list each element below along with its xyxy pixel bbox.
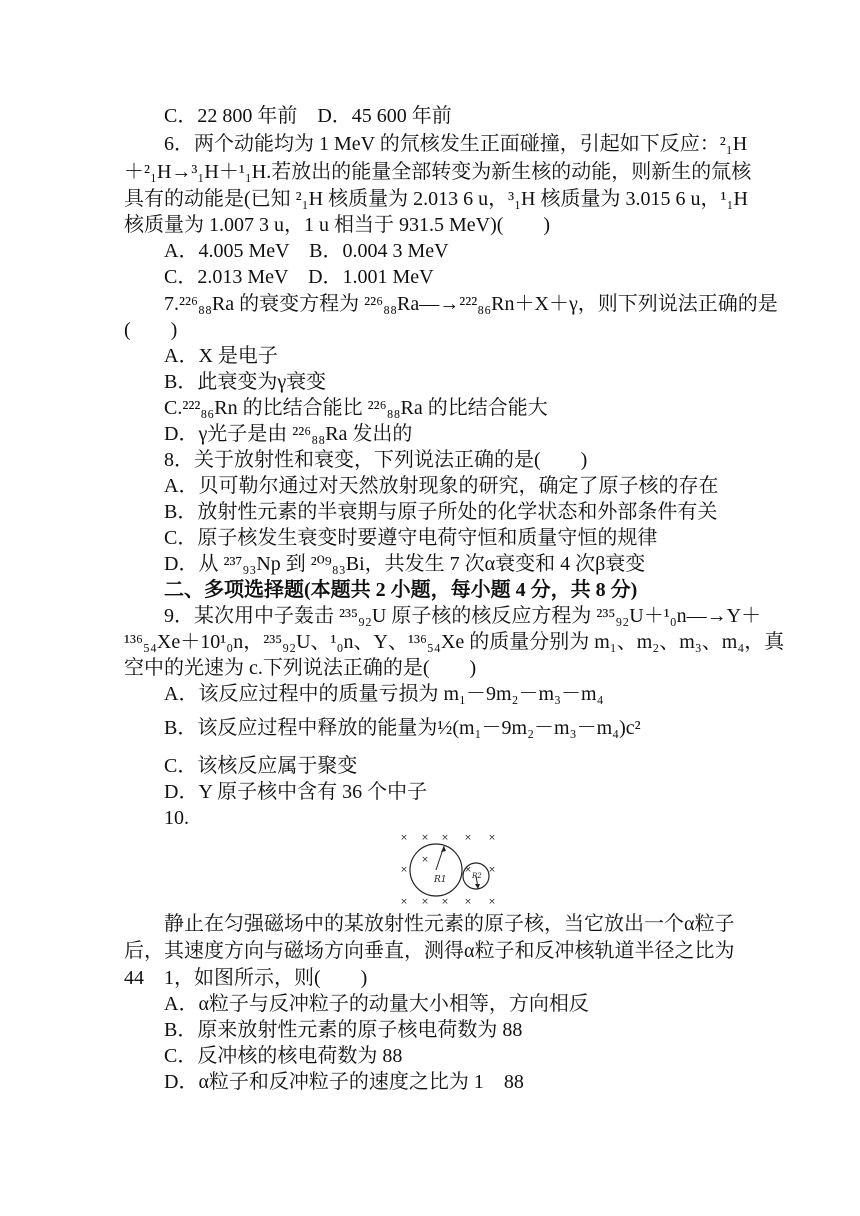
q8-option-a: A．贝可勒尔通过对天然放射现象的研究，确定了原子核的存在 — [164, 475, 719, 497]
q9-option-a: A．该反应过程中的质量亏损为 m₁－9m₂－m₃－m₄ — [164, 683, 604, 705]
q6-stem-line1: 6．两个动能均为 1 MeV 的氘核发生正面碰撞，引起如下反应：²₁H — [164, 133, 748, 155]
q6-stem-line3: 具有的动能是(已知 ²₁H 核质量为 2.013 6 u，³₁H 核质量为 3.015 6 u，¹₁H — [124, 188, 748, 210]
q10-option-a: A．α粒子与反冲粒子的动量大小相等，方向相反 — [164, 993, 589, 1015]
q7-option-b: B．此衰变为γ衰变 — [164, 371, 327, 393]
q8-option-d: D．从 ²³⁷₉₃Np 到 ²⁰⁹₈₃Bi，共发生 7 次α衰变和 4 次β衰变 — [164, 553, 646, 575]
q9-option-d: D．Y 原子核中含有 36 个中子 — [164, 781, 428, 803]
q10-stem-line2: 后，其速度方向与磁场方向垂直，测得α粒子和反冲核轨道半径之比为 — [124, 940, 735, 962]
label-r2: R2 — [472, 872, 482, 880]
field-cross-mark: × — [441, 897, 449, 906]
q9-option-c: C．该核反应属于聚变 — [164, 755, 358, 777]
q9-stem-line2: ¹³⁶₅₄Xe＋10¹₀n，²³⁵₉₂U、¹₀n、Y、¹³⁶₅₄Xe 的质量分别为 m₁、m₂、m₃、m₄，真 — [124, 631, 785, 653]
q9-stem-line1: 9．某次用中子轰击 ²³⁵₉₂U 原子核的核反应方程为 ²³⁵₉₂U＋¹₀n―→Y＋ — [164, 605, 762, 627]
q6-options-cd: C．2.013 MeV D．1.001 MeV — [164, 266, 434, 288]
q9-option-b: B．该反应过程中释放的能量为½(m₁－9m₂－m₃－m₄)c² — [164, 717, 641, 739]
q7-stem-line2: ( ) — [124, 319, 178, 341]
q8-option-b: B．放射性元素的半衰期与原子所处的化学状态和外部条件有关 — [164, 501, 718, 523]
q9-stem-line3: 空中的光速为 c.下列说法正确的是( ) — [124, 657, 477, 679]
field-cross-mark: × — [421, 833, 429, 843]
field-cross-mark: × — [400, 833, 408, 843]
q10-number: 10. — [164, 807, 189, 829]
q6-stem-line2: ＋²₁H→³₁H＋¹₁H.若放出的能量全部转变为新生核的动能，则新生的氚核 — [124, 161, 752, 183]
field-cross-mark: × — [464, 865, 472, 875]
q5-options-cd: C．22 800 年前 D．45 600 年前 — [164, 105, 452, 127]
q8-stem: 8．关于放射性和衰变，下列说法正确的是( ) — [164, 449, 588, 471]
section-heading-multi-choice: 二、多项选择题(本题共 2 小题，每小题 4 分，共 8 分) — [164, 579, 638, 601]
magnetic-field-figure — [396, 830, 504, 906]
q7-option-d: D．γ光子是由 ²²⁶₈₈Ra 发出的 — [164, 423, 413, 445]
q6-stem-line4: 核质量为 1.007 3 u，1 u 相当于 931.5 MeV)( ) — [124, 214, 551, 236]
field-cross-mark: × — [488, 865, 496, 875]
field-cross-mark: × — [421, 855, 429, 865]
q8-option-c: C．原子核发生衰变时要遵守电荷守恒和质量守恒的规律 — [164, 527, 658, 549]
field-cross-mark: × — [421, 897, 429, 906]
q10-option-b: B．原来放射性元素的原子核电荷数为 88 — [164, 1019, 523, 1041]
field-cross-mark: × — [464, 833, 472, 843]
q6-options-ab: A．4.005 MeV B．0.004 3 MeV — [164, 240, 449, 262]
field-cross-mark: × — [400, 897, 408, 906]
q10-stem-line1: 静止在匀强磁场中的某放射性元素的原子核，当它放出一个α粒子 — [164, 913, 735, 935]
label-r1: R1 — [434, 875, 447, 885]
field-cross-mark: × — [488, 897, 496, 906]
field-cross-mark: × — [400, 865, 408, 875]
field-cross-mark: × — [441, 833, 449, 843]
q7-option-a: A．X 是电子 — [164, 345, 278, 367]
q10-option-d: D．α粒子和反冲粒子的速度之比为 1 88 — [164, 1071, 524, 1093]
q7-option-c: C.²²²₈₆Rn 的比结合能比 ²²⁶₈₈Ra 的比结合能大 — [164, 397, 548, 419]
q7-stem-line1: 7.²²⁶₈₈Ra 的衰变方程为 ²²⁶₈₈Ra―→²²²₈₆Rn＋X＋γ，则下列说法正确的是 — [164, 293, 778, 315]
field-cross-mark: × — [464, 897, 472, 906]
q10-option-c: C．反冲核的核电荷数为 88 — [164, 1045, 403, 1067]
q10-stem-line3: 44 1，如图所示，则( ) — [124, 967, 368, 989]
field-cross-mark: × — [488, 833, 496, 843]
